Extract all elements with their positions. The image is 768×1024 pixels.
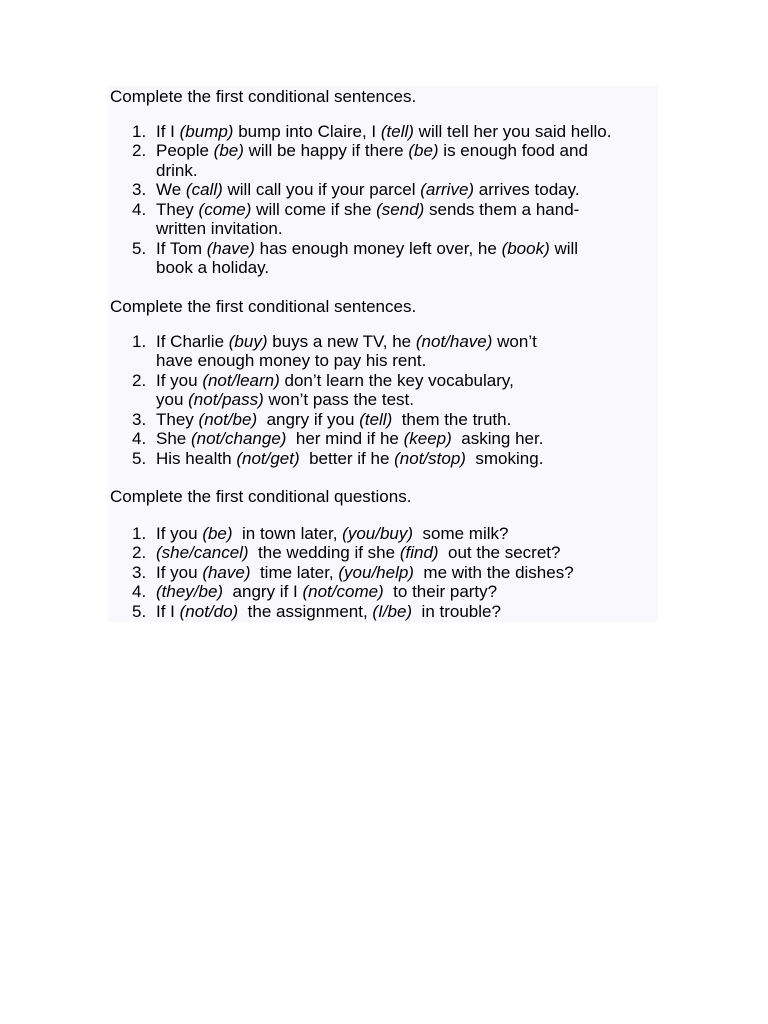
item-text-line [156,429,658,449]
item-number: 2. [132,543,147,562]
verb-prompt: (not/pass) [188,390,264,409]
sentence-text: the wedding if she [248,543,400,562]
item-text-line [156,602,658,622]
item-text-line [156,122,658,142]
list-item [110,180,658,200]
verb-prompt: (have) [202,562,251,582]
sentence-text: She [156,429,191,448]
list-item [110,563,658,583]
list-item [110,429,658,449]
verb-prompt: (buy) [228,331,268,351]
sentence-text: If Tom [156,238,207,258]
item-text-line [156,390,658,410]
item-number: 1. [132,331,147,351]
item-number: 4. [132,582,147,601]
item-text-line [156,410,658,430]
sentence-text: will [549,238,579,258]
sentence-text: won’t [492,331,537,351]
sentence-text: will tell her you said hello. [413,121,612,141]
exercise-section-3 [110,487,658,621]
item-text-line [156,161,658,181]
sentence-text: out the secret? [438,543,561,562]
list-item [110,543,658,563]
item-number: 4. [132,199,147,219]
exercise-list [110,524,658,622]
list-item [110,449,658,469]
sentence-text: If I [156,601,180,621]
item-text-line [156,582,658,602]
item-number: 3. [132,562,147,582]
item-text-line [156,180,658,200]
verb-prompt: (arrive) [420,180,475,199]
list-item [110,332,658,371]
sentence-text: If you [156,562,203,582]
sentence-text: sends them a hand- [424,199,580,219]
sentence-text: asking her. [451,429,544,448]
verb-prompt: (I/be) [372,601,413,621]
sentence-text: angry if you [257,409,360,429]
section-heading: Complete the first conditional sentences. [110,297,417,316]
item-number: 4. [132,429,147,448]
verb-prompt: (send) [376,199,425,219]
item-number: 2. [132,370,147,390]
list-item [110,371,658,410]
item-text-line [156,371,658,391]
sentence-text: People [156,141,214,160]
sentence-text: some milk? [413,523,509,543]
sentence-text: is enough food and [438,141,588,160]
list-item [110,200,658,239]
verb-prompt: (you/buy) [342,523,414,543]
sentence-text: smoking. [465,448,544,468]
list-item [110,410,658,430]
item-text-line [156,449,658,469]
sentence-text: in trouble? [412,601,501,621]
item-number: 5. [132,601,147,621]
item-text-line [156,141,658,161]
sentence-text: If you [156,370,203,390]
verb-prompt: (not/learn) [202,370,280,390]
verb-prompt: (she/cancel) [156,543,249,562]
sentence-text: will come if she [251,199,377,219]
verb-prompt: (call) [185,180,223,199]
sentence-text: don’t learn the key vocabulary, [279,370,514,390]
exercise-list [110,122,658,278]
section-heading: Complete the first conditional questions. [110,487,412,506]
exercise-section-2 [110,297,658,468]
item-number: 5. [132,448,147,468]
sentence-text: her mind if he [286,429,404,448]
item-text-line [156,543,658,563]
item-text-line [156,351,658,371]
sentence-text: you [156,390,189,409]
item-number: 3. [132,409,147,429]
verb-prompt: (bump) [179,121,234,141]
sentence-text: If you [156,523,203,543]
sentence-text: will call you if your parcel [222,180,421,199]
verb-prompt: (they/be) [156,582,224,601]
sentence-text: book a holiday. [156,258,270,277]
item-text-line [156,563,658,583]
verb-prompt: (you/help) [338,562,414,582]
sentence-text: them the truth. [392,409,512,429]
list-item [110,239,658,278]
sentence-text: arrives today. [474,180,580,199]
list-item [110,602,658,622]
verb-prompt: (be) [213,141,244,160]
verb-prompt: (come) [198,199,252,219]
item-text-line [156,524,658,544]
verb-prompt: (not/have) [415,331,493,351]
verb-prompt: (book) [501,238,550,258]
item-text-line [156,258,658,278]
sentence-text: time later, [250,562,339,582]
item-text-line [156,219,658,239]
item-number: 3. [132,180,147,199]
item-number: 1. [132,523,147,543]
sentence-text: to their party? [383,582,498,601]
exercise-section-1 [110,87,658,278]
sentence-text: drink. [156,160,198,180]
verb-prompt: (be) [408,141,439,160]
sentence-text: will be happy if there [243,141,409,160]
sentence-text: If Charlie [156,331,229,351]
verb-prompt: (not/do) [179,601,239,621]
sentence-text: better if he [299,448,395,468]
sentence-text: buys a new TV, he [267,331,416,351]
verb-prompt: (have) [206,238,255,258]
verb-prompt: (tell) [380,121,414,141]
list-item [110,582,658,602]
sentence-text: won’t pass the test. [263,390,414,409]
verb-prompt: (find) [399,543,439,562]
item-number: 5. [132,238,147,258]
list-item [110,122,658,142]
section-heading: Complete the first conditional sentences. [110,87,417,106]
verb-prompt: (not/get) [236,448,300,468]
sentence-text: They [156,199,199,219]
verb-prompt: (not/stop) [394,448,466,468]
item-text-line [156,239,658,259]
sentence-text: me with the dishes? [413,562,574,582]
sentence-text: angry if I [223,582,303,601]
sentence-text: have enough money to pay his rent. [156,351,427,370]
list-item [110,524,658,544]
verb-prompt: (keep) [403,429,452,448]
list-item [110,141,658,180]
item-number: 1. [132,121,147,141]
sentence-text: They [156,409,199,429]
verb-prompt: (tell) [359,409,393,429]
sentence-text: If I [156,121,180,141]
verb-prompt: (be) [202,523,233,543]
item-text-line [156,200,658,220]
sentence-text: We [156,180,186,199]
sentence-text: the assignment, [238,601,373,621]
item-text-line [156,332,658,352]
sentence-text: bump into Claire, I [233,121,381,141]
sentence-text: His health [156,448,237,468]
sentence-text: written invitation. [156,219,283,238]
sentence-text: in town later, [232,523,343,543]
sentence-text: has enough money left over, he [254,238,502,258]
item-number: 2. [132,141,147,160]
verb-prompt: (not/change) [190,429,287,448]
exercise-list [110,332,658,469]
verb-prompt: (not/be) [198,409,258,429]
verb-prompt: (not/come) [302,582,384,601]
